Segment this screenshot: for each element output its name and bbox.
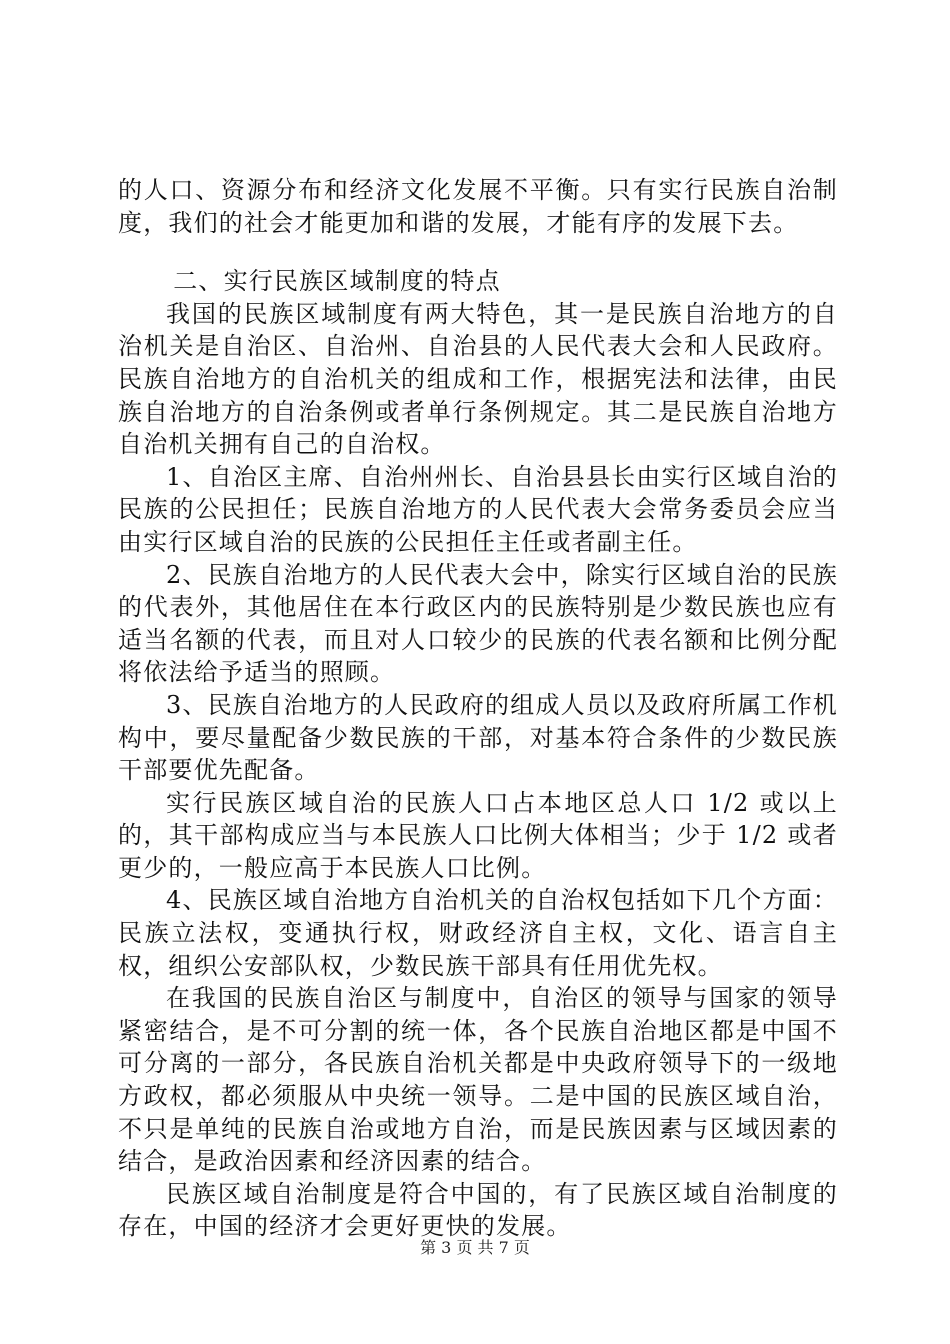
page-number-footer: 第 3 页 共 7 页 xyxy=(420,1238,530,1257)
paragraph-item-4: 4、民族区域自治地方自治机关的自治权包括如下几个方面：民族立法权，变通执行权，财政经济自主权，文化、语言自主权，组织公安部队权，少数民族干部具有任用优先权。 xyxy=(118,886,838,980)
paragraph-item-2: 2、民族自治地方的人民代表大会中，除实行区域自治的民族的代表外，其他居住在本行政区内的民族特别是少数民族也应有适当名额的代表，而且对人口较少的民族的代表名额和比例分配将依法给予适当的照顾。 xyxy=(118,560,838,687)
paragraph-continued: 的人口、资源分布和经济文化发展不平衡。只有实行民族自治制度，我们的社会才能更加和谐的发展，才能有序的发展下去。 xyxy=(118,176,838,237)
paragraph: 在我国的民族自治区与制度中，自治区的领导与国家的领导紧密结合，是不可分割的统一体，各个民族自治地区都是中国不可分离的一部分，各民族自治机关都是中央政府领导下的一级地方政权，都必须服从中央统一领导。二是中国的民族区域自治，不只是单纯的民族自治或地方自治，而是民族因素与区域因素的结合，是政治因素和经济因素的结合。 xyxy=(118,984,838,1176)
paragraph: 我国的民族区域制度有两大特色，其一是民族自治地方的自治机关是自治区、自治州、自治县的人民代表大会和人民政府。民族自治地方的自治机关的组成和工作，根据宪法和法律，由民族自治地方的自治条例或者单行条例规定。其二是民族自治地方自治机关拥有自己的自治权。 xyxy=(118,299,838,459)
paragraph-item-1: 1、自治区主席、自治州州长、自治县县长由实行区域自治的民族的公民担任；民族自治地方的人民代表大会常务委员会应当由实行区域自治的民族的公民担任主任或者副主任。 xyxy=(118,462,838,556)
section-heading: 二、实行民族区域制度的特点 xyxy=(173,267,501,296)
document-body xyxy=(118,174,838,1243)
paragraph: 实行民族区域自治的民族人口占本地区总人口 1/2 或以上的，其干部构成应当与本民族人口比例大体相当；少于 1/2 或者更少的，一般应高于本民族人口比例。 xyxy=(118,788,838,882)
paragraph-item-3: 3、民族自治地方的人民政府的组成人员以及政府所属工作机构中，要尽量配备少数民族的干部，对基本符合条件的少数民族干部要优先配备。 xyxy=(118,690,838,785)
paragraph: 民族区域自治制度是符合中国的，有了民族区域自治制度的存在，中国的经济才会更好更快的发展。 xyxy=(118,1179,838,1241)
